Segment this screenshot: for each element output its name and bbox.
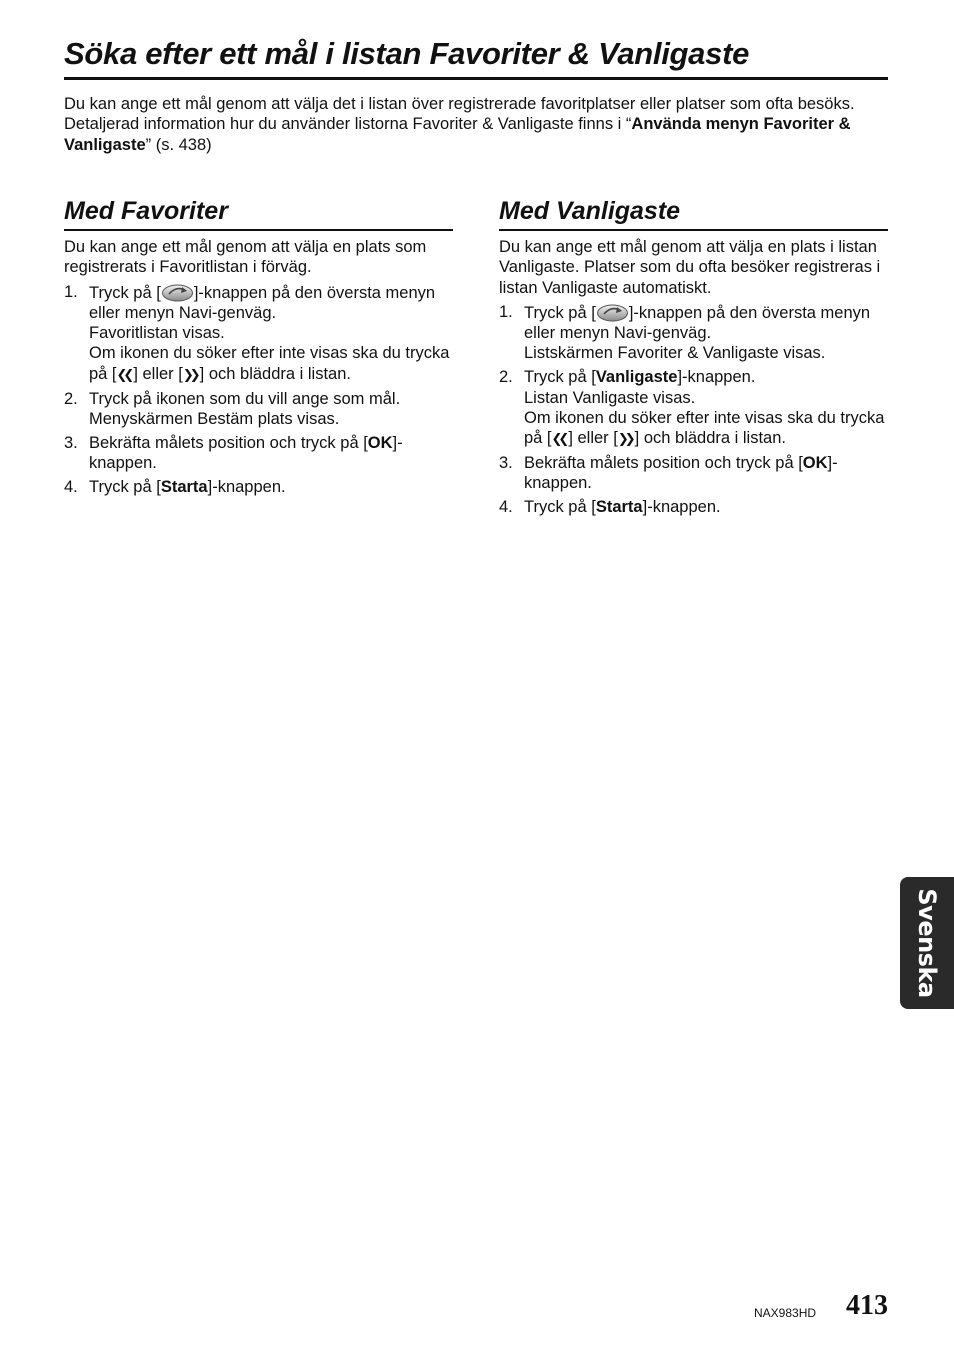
step-text: Bekräfta målets position och tryck på [ (524, 453, 803, 472)
step-1 (64, 282, 453, 385)
intro-line-2 (64, 114, 888, 155)
step-note-text: ] eller [ (133, 364, 183, 383)
step-text: ]-knappen på den översta menyn eller menyn Navi-genväg. (524, 303, 871, 343)
destination-button-icon (596, 302, 629, 322)
intro-line-1: Du kan ange ett mål genom att välja det i listan över registrerade favoritplatser eller platser som ofta besöks. (64, 95, 855, 113)
step-number: 2. (499, 368, 513, 387)
step-text: Tryck på [ (524, 368, 596, 387)
step-3 (499, 453, 888, 494)
scroll-up-icon: ❮❮ (116, 366, 131, 382)
step-number: 1. (499, 302, 513, 321)
page-number: 413 (846, 1290, 888, 1321)
step-number: 3. (64, 433, 78, 452)
page-title: Söka efter ett mål i listan Favoriter & Vanligaste (64, 36, 750, 71)
step-text: ]-knappen. (524, 453, 838, 493)
step-note-text: ] och bläddra i listan. (634, 429, 786, 448)
step-result: Listskärmen Favoriter & Vanligaste visas. (524, 344, 826, 363)
model-number: NAX983HD (754, 1306, 817, 1320)
language-tab (900, 877, 954, 1009)
step-number: 3. (499, 453, 513, 472)
section-heading-vanligaste: Med Vanligaste (499, 194, 888, 231)
step-result: Listan Vanligaste visas. (524, 388, 696, 407)
step-4 (64, 477, 453, 497)
section-heading-favoriter: Med Favoriter (64, 194, 453, 231)
language-tab-label: Svenska (913, 888, 941, 998)
destination-button-icon (161, 282, 194, 302)
step-4 (499, 497, 888, 517)
start-button-label: Starta (595, 498, 643, 517)
step-number: 1. (64, 282, 78, 301)
step-text: Tryck på [ (524, 303, 596, 322)
scroll-down-icon: ❯❯ (617, 431, 632, 447)
ok-button-label: OK (367, 433, 393, 452)
step-result: Favoritlistan visas. (89, 324, 225, 343)
step-note-text: Om ikonen du söker efter inte visas ska du trycka på [ (89, 344, 450, 383)
step-note-text: ] eller [ (568, 429, 618, 448)
step-2 (64, 389, 453, 430)
title-rule (64, 77, 888, 80)
step-text: Tryck på [ (89, 477, 161, 496)
section-favoriter (64, 194, 453, 501)
steps-favoriter (64, 282, 453, 497)
step-text: Tryck på [ (89, 283, 161, 302)
step-note-text: ] och bläddra i listan. (199, 364, 351, 383)
step-text: ]-knappen. (642, 498, 721, 517)
vanligaste-button-label: Vanligaste (595, 368, 678, 387)
intro (64, 94, 888, 155)
step-note-text: Om ikonen du söker efter inte visas ska du trycka på [ (524, 408, 885, 448)
intro-reference: Använda menyn Favoriter & Vanligaste (64, 115, 851, 154)
step-note (524, 408, 888, 450)
step-text: ]-knappen. (677, 368, 756, 387)
step-text: Tryck på [ (524, 498, 596, 517)
section-body-favoriter: Du kan ange ett mål genom att välja en plats som registrerats i Favoritlistan i förväg. (64, 238, 427, 277)
step-text: Bekräfta målets position och tryck på [ (89, 433, 368, 452)
step-number: 4. (499, 498, 513, 517)
step-text: Tryck på ikonen som du vill ange som mål. Menyskärmen Bestäm plats visas. (89, 389, 401, 428)
start-button-label: Starta (160, 477, 208, 496)
step-2 (499, 367, 888, 449)
scroll-up-icon: ❮❮ (551, 431, 566, 447)
step-number: 4. (64, 477, 78, 496)
scroll-down-icon: ❯❯ (182, 366, 197, 382)
step-number: 2. (64, 389, 78, 408)
step-3 (64, 433, 453, 474)
step-text: ]-knappen på den översta menyn eller menyn Navi-genväg. (89, 283, 436, 322)
step-text: ]-knappen. (89, 433, 403, 472)
section-vanligaste (499, 194, 888, 521)
ok-button-label: OK (802, 453, 828, 472)
intro-text: Detaljerad information hur du använder listorna Favoriter & Vanligaste finns i “ (64, 115, 632, 134)
intro-page-ref: ” (s. 438) (145, 135, 212, 154)
step-note (89, 343, 453, 385)
steps-vanligaste (499, 302, 888, 517)
section-body-vanligaste: Du kan ange ett mål genom att välja en plats i listan Vanligaste. Platser som du ofta besöker registreras i listan Vanligaste automatiskt. (499, 238, 881, 297)
step-text: ]-knappen. (207, 477, 286, 496)
step-1 (499, 302, 888, 364)
